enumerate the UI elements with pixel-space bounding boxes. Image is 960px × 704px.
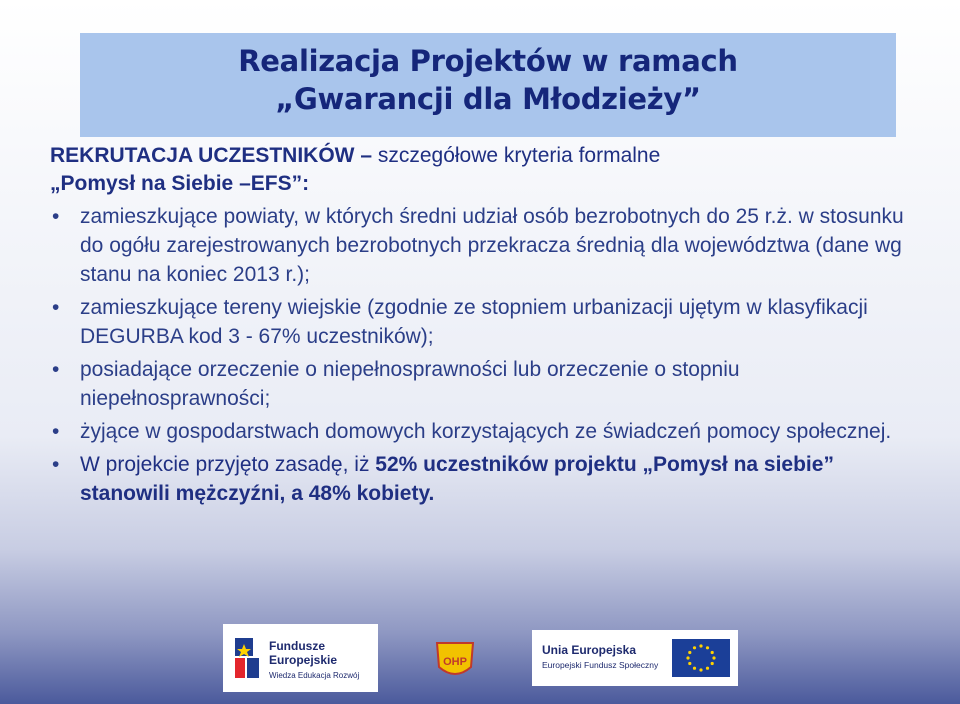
ohp-label: OHP — [443, 656, 467, 668]
section-heading-bold: REKRUTACJA UCZESTNIKÓW – — [50, 144, 378, 167]
section-heading-rest: szczegółowe kryteria formalne — [377, 144, 661, 167]
criteria-item — [50, 417, 910, 446]
criteria-text: posiadające orzeczenie o niepełnosprawności lub orzeczenie o stopniu niepełnosprawności; — [80, 358, 740, 410]
slide-title-line-1: Realizacja Projektów w ramach — [238, 44, 738, 78]
criteria-item — [50, 355, 910, 413]
criteria-text: zamieszkujące tereny wiejskie (zgodnie ze stopniem urbanizacji ujętym w klasyfikacji DEGURBA kod 3 - 67% uczestników); — [80, 296, 868, 348]
criteria-item — [50, 293, 910, 351]
logo-bar — [0, 624, 960, 694]
title-box — [80, 33, 896, 137]
slide-title-line-2: „Gwarancji dla Młodzieży” — [275, 82, 701, 116]
fe-subtitle: Wiedza Edukacja Rozwój — [269, 671, 360, 680]
summary-item — [50, 450, 910, 508]
section-heading — [50, 142, 910, 170]
project-name: „Pomysł na Siebie –EFS”: — [50, 172, 310, 195]
fe-name: Fundusze Europejskie — [269, 639, 338, 667]
criteria-text: żyjące w gospodarstwach domowych korzystających ze świadczeń pomocy społecznej. — [80, 420, 892, 443]
summary-lead: W projekcie przyjęto zasadę, iż — [80, 453, 376, 476]
criteria-item — [50, 202, 910, 289]
ue-subtitle: Europejski Fundusz Społeczny — [542, 660, 659, 670]
eu-flag-icon — [672, 639, 730, 677]
ohp-logo — [433, 637, 477, 681]
bullet-icon: • — [52, 453, 60, 476]
unia-europejska-logo — [532, 630, 738, 686]
summary-bold: 52% uczestników projektu „Pomysł na siebie” stanowili mężczyźni, a 48% kobiety. — [80, 453, 834, 505]
ue-name: Unia Europejska — [542, 643, 637, 657]
fe-star-icon — [233, 636, 261, 680]
fundusze-europejskie-logo — [223, 624, 378, 692]
bullet-icon: • — [52, 358, 60, 381]
bullet-icon: • — [52, 296, 60, 319]
slide-content — [50, 142, 910, 512]
criteria-text: zamieszkujące powiaty, w których średni udział osób bezrobotnych do 25 r.ż. w stosunku do ogółu zarejestrowanych bezrobotnych przekracza średnią dla województwa (dane wg stanu na koniec 2013 r.); — [80, 205, 904, 286]
bullet-icon: • — [52, 205, 60, 228]
bullet-icon: • — [52, 420, 60, 443]
criteria-list — [50, 202, 910, 508]
